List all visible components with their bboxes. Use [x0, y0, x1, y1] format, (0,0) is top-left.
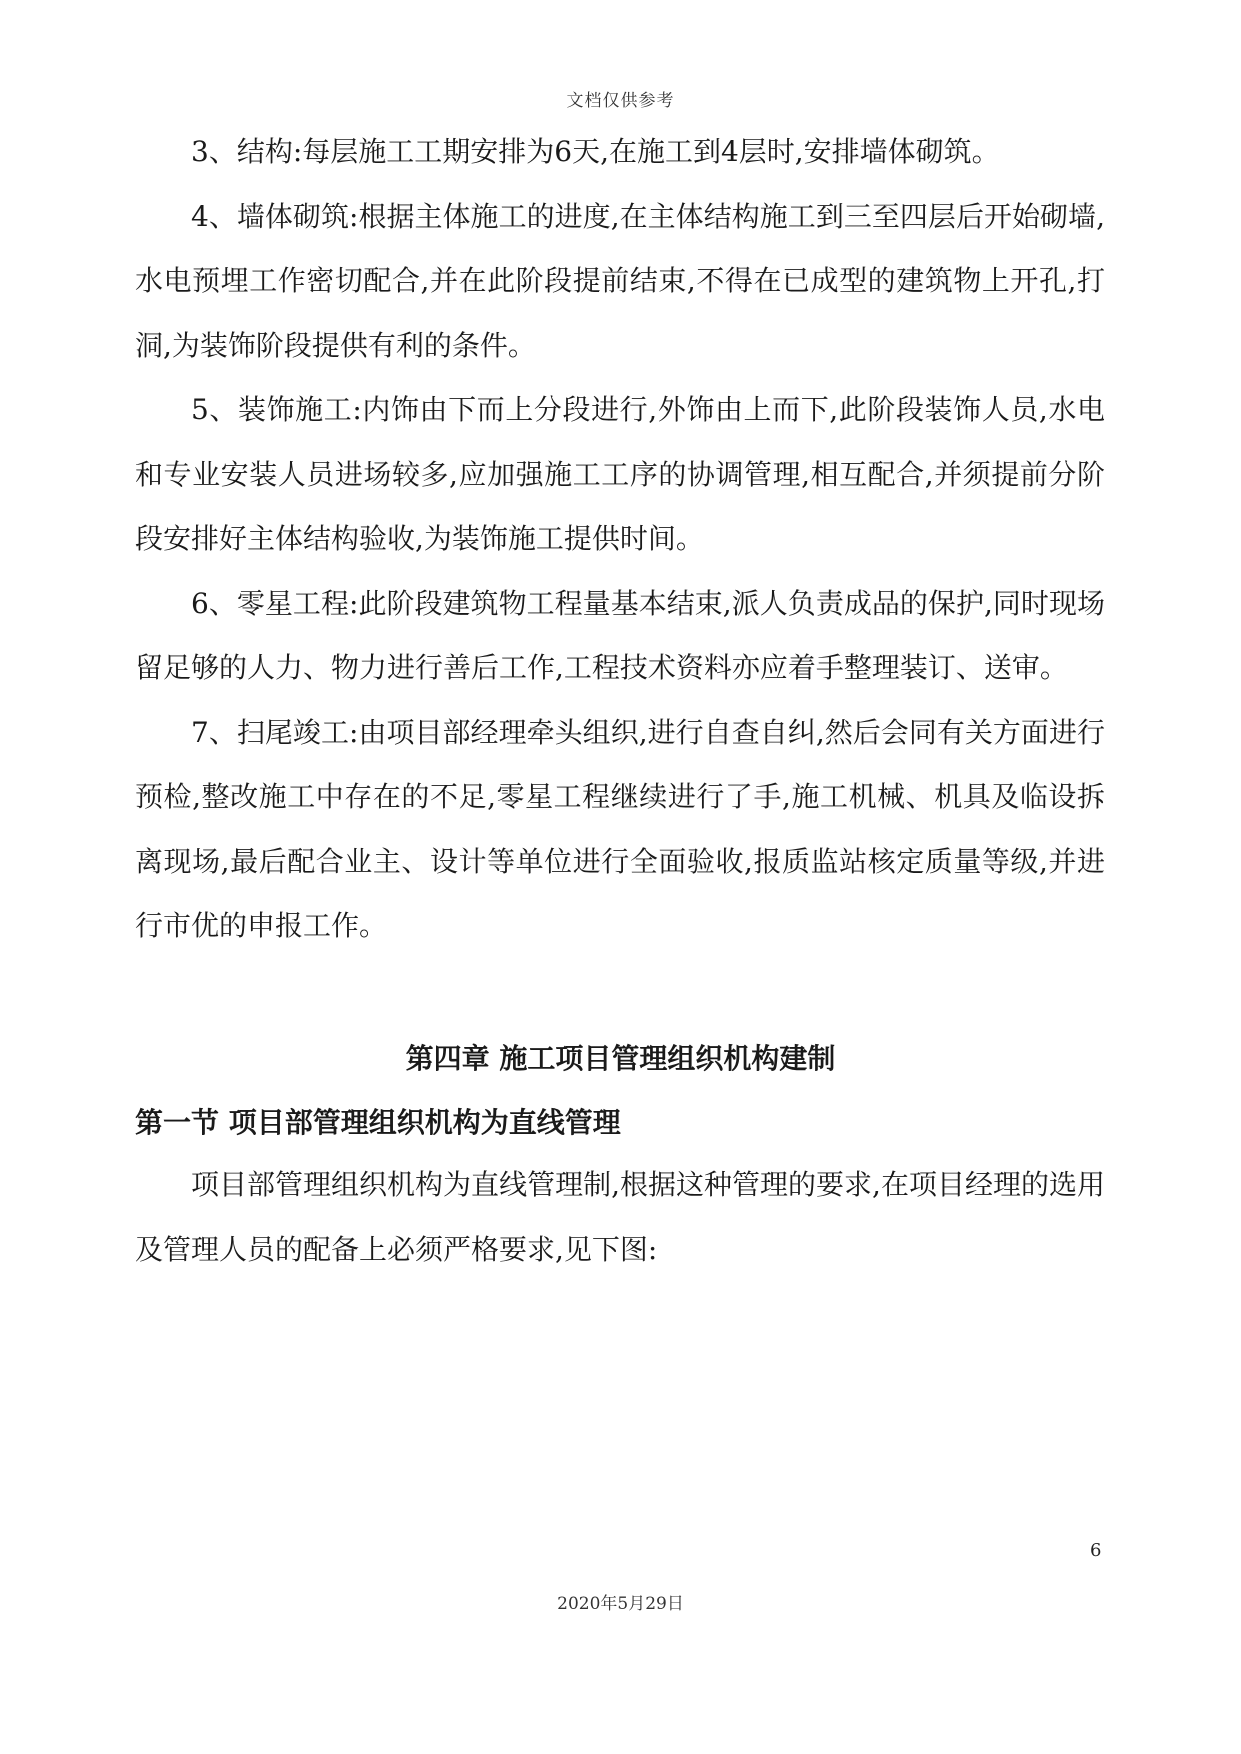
paragraph-completion: 7、扫尾竣工:由项目部经理牵头组织,进行自查自纠,然后会同有关方面进行预检,整改施工中存在的不足,零星工程继续进行了手,施工机械、机具及临设拆离现场,最后配合业主、设计等单位进行全面验收,报质监站核定质量等级,并进行市优的申报工作。 — [135, 715, 1105, 942]
paragraph-intro: 项目部管理组织机构为直线管理制,根据这种管理的要求,在项目经理的选用及管理人员的配备上必须严格要求,见下图: — [135, 1168, 1105, 1266]
intro-text — [135, 1153, 1105, 1282]
chapter-title: 第四章 施工项目管理组织机构建制 — [405, 1042, 836, 1075]
footer-date: 2020年5月29日 — [557, 1594, 684, 1614]
paragraph-decoration: 5、装饰施工:内饰由下而上分段进行,外饰由上而下,此阶段装饰人员,水电和专业安装人员进场较多,应加强施工工序的协调管理,相互配合,并须提前分阶段安排好主体结构验收,为装饰施工提供时间。 — [135, 393, 1105, 555]
page-header: 文档仅供参考 — [566, 91, 675, 111]
section-title: 第一节 项目部管理组织机构为直线管理 — [135, 1106, 621, 1139]
paragraph-masonry: 4、墙体砌筑:根据主体施工的进度,在主体结构施工到三至四层后开始砌墙,水电预埋工作密切配合,并在此阶段提前结束,不得在已成型的建筑物上开孔,打洞,为装饰阶段提供有利的条件。 — [135, 199, 1105, 362]
page-number: 6 — [1090, 1540, 1102, 1561]
paragraph-structure: 3、结构:每层施工工期安排为6天,在施工到4层时,安排墙体砌筑。 — [191, 135, 1000, 168]
paragraph-misc-works: 6、零星工程:此阶段建筑物工程量基本结束,派人负责成品的保护,同时现场留足够的人力、物力进行善后工作,工程技术资料亦应着手整理装订、送审。 — [135, 586, 1105, 684]
body-text — [135, 120, 1105, 959]
